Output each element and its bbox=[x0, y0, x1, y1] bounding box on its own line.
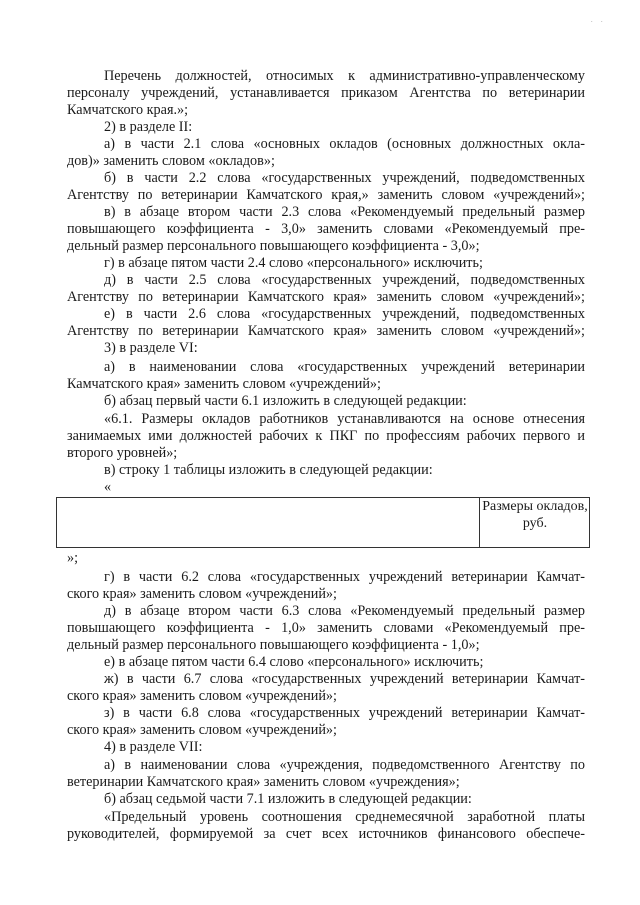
text-line: ского края» заменить словом «учреждений»; bbox=[67, 586, 337, 602]
text-line: 2) в разделе II: bbox=[104, 119, 193, 135]
text-line: дов)» заменить словом «окладов»; bbox=[67, 153, 275, 169]
text-line: ского края» заменить словом «учреждений»; bbox=[67, 688, 337, 704]
close-quote: »; bbox=[67, 550, 79, 566]
text-line: в) строку 1 таблицы изложить в следующей редакции: bbox=[104, 462, 433, 478]
text-line: повышающего коэффициента - 3,0» заменить словами «Рекомендуемый пре- bbox=[67, 221, 585, 237]
text-line: «Предельный уровень соотношения среднемесячной заработной платы bbox=[104, 809, 585, 825]
text-line: б) абзац первый части 6.1 изложить в следующей редакции: bbox=[104, 393, 467, 409]
text-line: Камчатского края» заменить словом «учреждений»; bbox=[67, 376, 381, 392]
text-line: Перечень должностей, относимых к административно-управленческому bbox=[104, 68, 585, 84]
text-line: б) в части 2.2 слова «государственных учреждений, подведомственных bbox=[104, 170, 585, 186]
text-line: занимаемых ими должностей рабочих к ПКГ по профессиям рабочих первого и bbox=[67, 428, 585, 444]
text-line: а) в наименовании слова «государственных учреждений ветеринарии bbox=[104, 359, 585, 375]
text-line: дельный размер персонального повышающего коэффициента - 1,0»; bbox=[67, 637, 480, 653]
text-line: Агентству по ветеринарии Камчатского края» заменить словом «учреждений»; bbox=[67, 289, 585, 305]
text-line: в) в абзаце втором части 2.3 слова «Рекомендуемый предельный размер bbox=[104, 204, 585, 220]
text-line: е) в части 2.6 слова «государственных учреждений, подведомственных bbox=[104, 306, 585, 322]
text-line: Агентству по ветеринарии Камчатского края» заменить словом «учреждений»; bbox=[67, 323, 585, 339]
text-line: дельный размер персонального повышающего коэффициента - 3,0»; bbox=[67, 238, 480, 254]
text-line: г) в части 6.2 слова «государственных учреждений ветеринарии Камчат- bbox=[104, 569, 585, 585]
text-line: г) в абзаце пятом части 2.4 слово «персонального» исключить; bbox=[104, 255, 483, 271]
text-line: руководителей, формируемой за счет всех источников финансового обеспече- bbox=[67, 826, 585, 842]
text-line: б) абзац седьмой части 7.1 изложить в следующей редакции: bbox=[104, 791, 472, 807]
salary-table bbox=[56, 497, 590, 548]
open-quote: « bbox=[104, 479, 112, 495]
text-line: Камчатского края.»; bbox=[67, 102, 189, 118]
text-line: д) в абзаце втором части 6.3 слова «Рекомендуемый предельный размер bbox=[104, 603, 585, 619]
text-line: а) в наименовании слова «учреждения, подведомственного Агентству по bbox=[104, 757, 585, 773]
text-line: «6.1. Размеры окладов работников устанавливаются на основе отнесения bbox=[104, 411, 585, 427]
text-line: персоналу учреждений, устанавливается приказом Агентства по ветеринарии bbox=[67, 85, 585, 101]
text-line: ж) в части 6.7 слова «государственных учреждений ветеринарии Камчат- bbox=[104, 671, 585, 687]
text-line: Агентству по ветеринарии Камчатского края,» заменить словом «учреждений»; bbox=[67, 187, 585, 203]
text-line: 4) в разделе VII: bbox=[104, 739, 203, 755]
text-line: второго уровней»; bbox=[67, 445, 178, 461]
text-line: ветеринарии Камчатского края» заменить словом «учреждения»; bbox=[67, 774, 460, 790]
text-line: а) в части 2.1 слова «основных окладов (основных должностных окла- bbox=[104, 136, 585, 152]
text-line: повышающего коэффициента - 1,0» заменить словами «Рекомендуемый пре- bbox=[67, 620, 585, 636]
table-header-cell: Размеры окладов, руб. bbox=[482, 499, 588, 531]
text-line: е) в абзаце пятом части 6.4 слово «персонального» исключить; bbox=[104, 654, 484, 670]
text-line: 3) в разделе VI: bbox=[104, 340, 198, 356]
text-line: з) в части 6.8 слова «государственных учреждений ветеринарии Камчат- bbox=[104, 705, 585, 721]
text-line: д) в части 2.5 слова «государственных учреждений, подведомственных bbox=[104, 272, 585, 288]
corner-mark: · · bbox=[590, 18, 606, 26]
text-line: ского края» заменить словом «учреждений»; bbox=[67, 722, 337, 738]
